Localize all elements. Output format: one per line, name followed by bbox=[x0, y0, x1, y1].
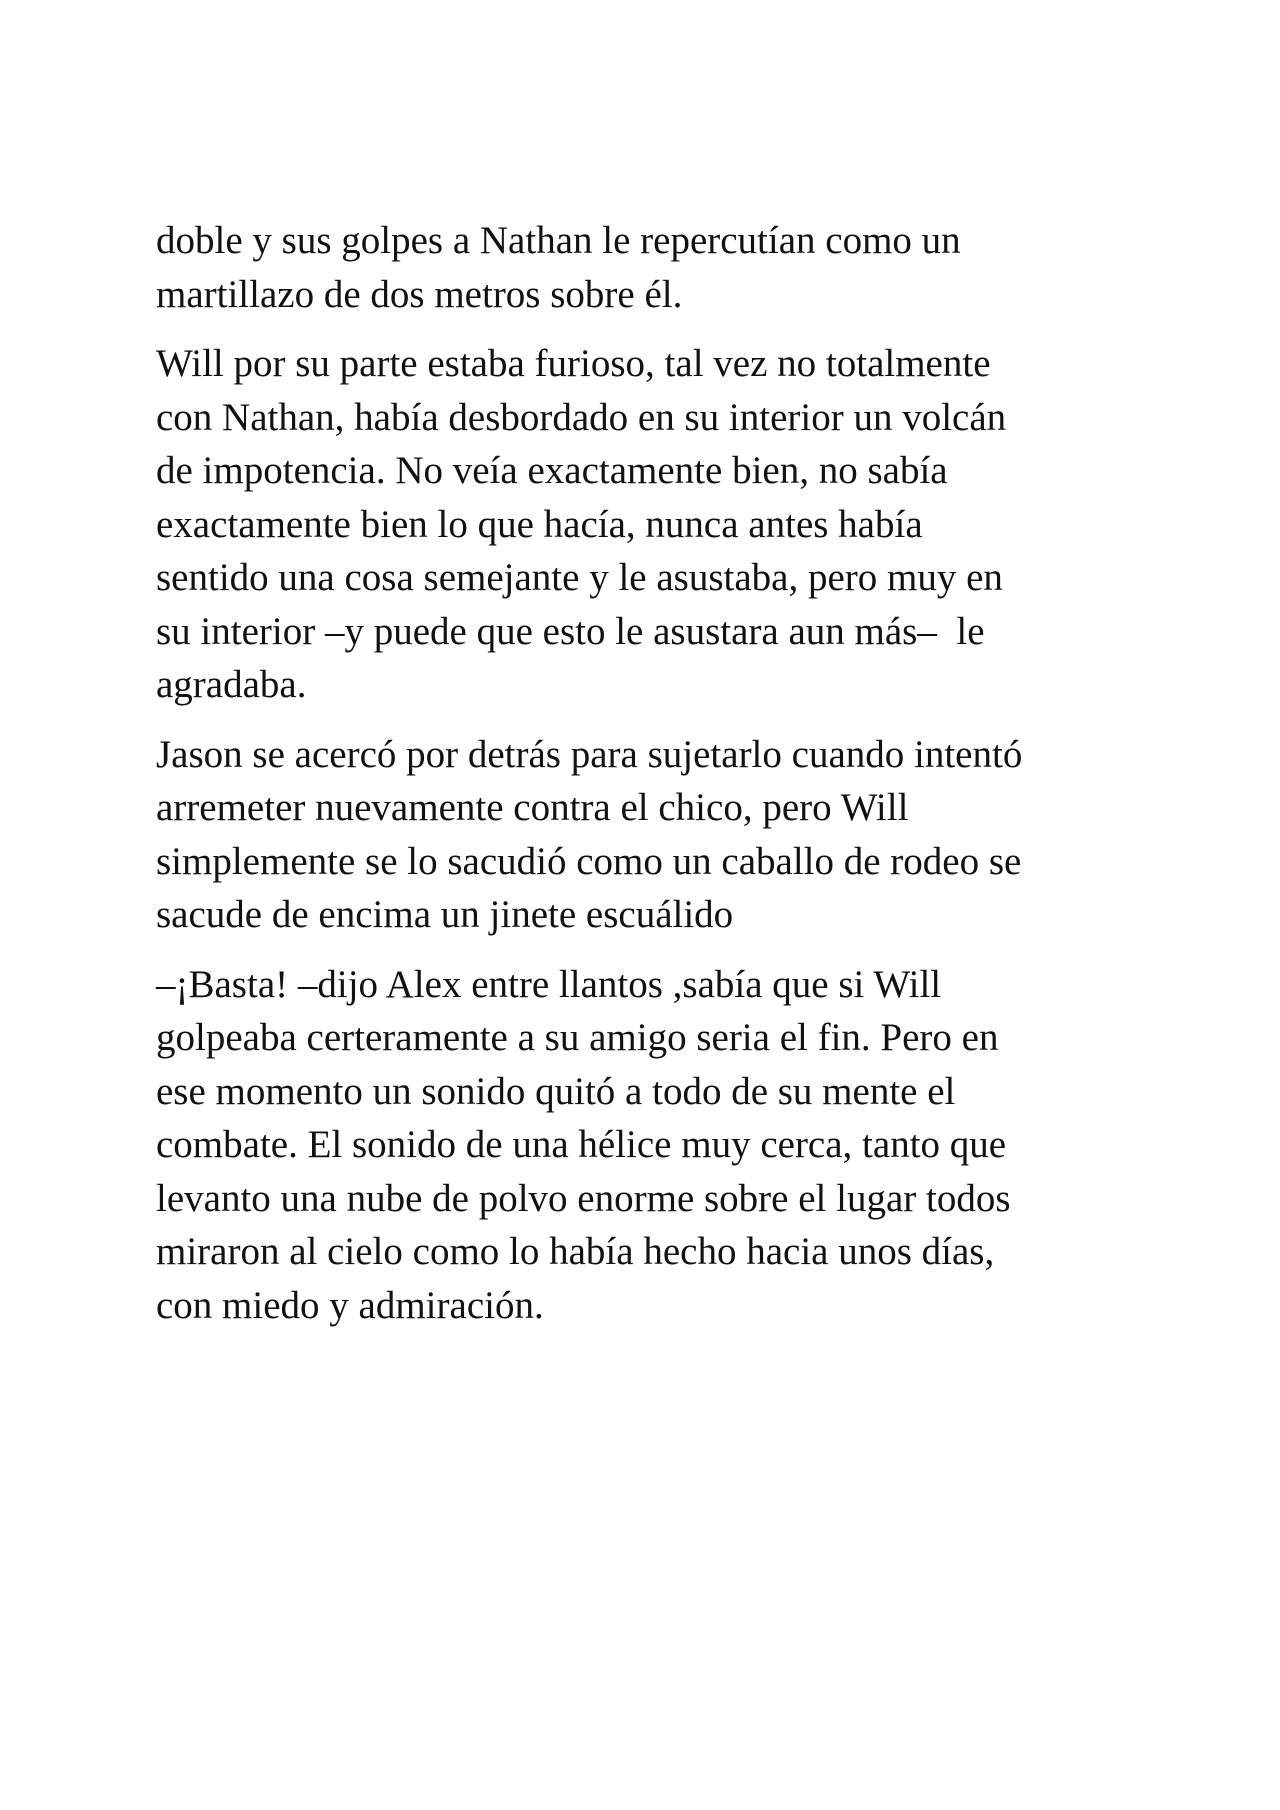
text-line: martillazo de dos metros sobre él. bbox=[156, 272, 683, 316]
text-line: su interior –y puede que esto le asustara aun más– le bbox=[156, 609, 985, 653]
paragraph bbox=[156, 337, 1156, 712]
text-line: exactamente bien lo que hacía, nunca antes había bbox=[156, 502, 923, 546]
text-line: ese momento un sonido quitó a todo de su mente el bbox=[156, 1069, 956, 1113]
text-line: golpeaba certeramente a su amigo seria el fin. Pero en bbox=[156, 1016, 999, 1059]
text-line: Will por su parte estaba furioso, tal vez no totalmente bbox=[156, 342, 991, 385]
text-line: con miedo y admiración. bbox=[156, 1283, 544, 1327]
text-line: miraron al cielo como lo había hecho hacia unos días, bbox=[156, 1230, 995, 1273]
text-line: agradaba. bbox=[156, 663, 307, 706]
text-line: de impotencia. No veía exactamente bien, no sabía bbox=[156, 449, 948, 492]
text-line: Jason se acercó por detrás para sujetarlo cuando intentó bbox=[156, 732, 1023, 776]
text-line: sacude de encima un jinete escuálido bbox=[156, 893, 734, 936]
body-text bbox=[156, 214, 1156, 1348]
text-line: arremeter nuevamente contra el chico, pero Will bbox=[156, 786, 909, 829]
text-line: doble y sus golpes a Nathan le repercutían como un bbox=[156, 219, 961, 262]
text-line: levanto una nube de polvo enorme sobre el lugar todos bbox=[156, 1176, 1011, 1220]
text-line: sentido una cosa semejante y le asustaba, pero muy en bbox=[156, 556, 1003, 599]
paragraph bbox=[156, 214, 1156, 321]
text-line: –¡Basta! –dijo Alex entre llantos ,sabía que si Will bbox=[156, 962, 942, 1006]
text-line: con Nathan, había desbordado en su interior un volcán bbox=[156, 395, 1007, 439]
text-line: combate. El sonido de una hélice muy cerca, tanto que bbox=[156, 1123, 1007, 1166]
paragraph bbox=[156, 728, 1156, 942]
text-line: simplemente se lo sacudió como un caballo de rodeo se bbox=[156, 839, 1022, 883]
paragraph bbox=[156, 958, 1156, 1333]
